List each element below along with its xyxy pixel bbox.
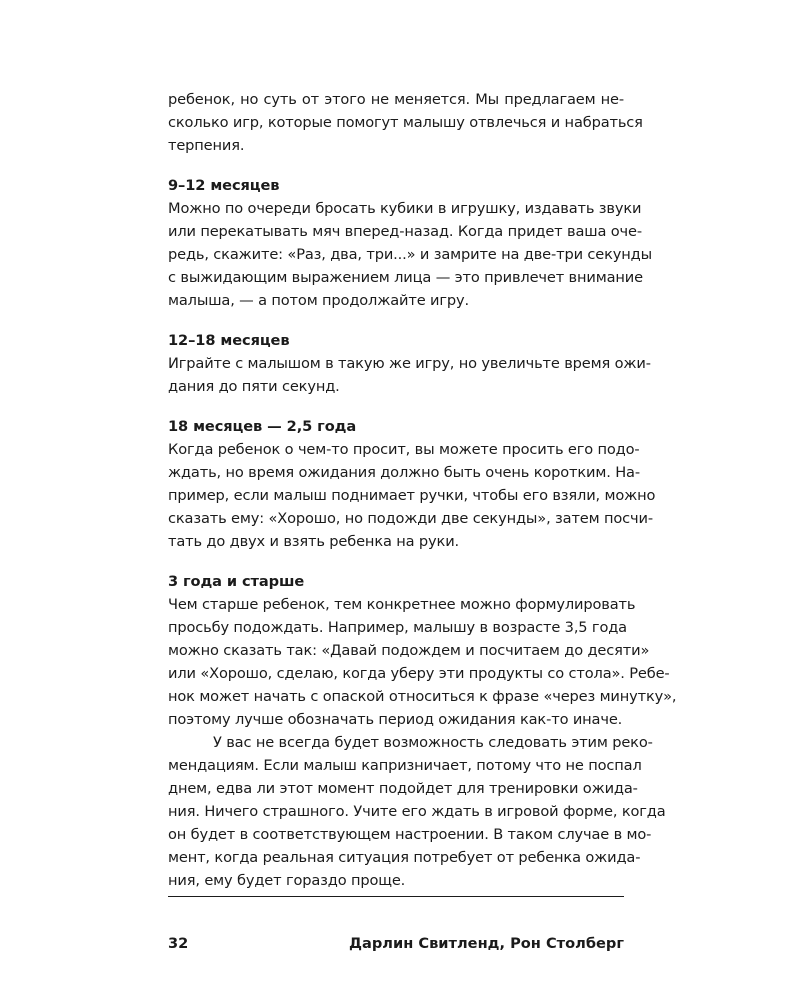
page-number: 32 [168, 935, 189, 952]
text-line: или перекатывать мяч вперед-назад. Когда придет ваша оче- [168, 223, 642, 240]
text-line: дания до пяти секунд. [168, 378, 340, 395]
text-line: редь, скажите: «Раз, два, три...» и замрите на две-три секунды [168, 246, 652, 263]
page-footer [168, 932, 624, 956]
section-18-months-2-5-years [168, 415, 656, 553]
text-line: нок может начать с опаской относиться к фразе «через минутку», [168, 688, 677, 705]
text-line: Играйте с малышом в такую же игру, но увеличьте время ожи- [168, 355, 651, 372]
text-line: с выжидающим выражением лица — это привлечет внимание [168, 269, 643, 286]
footer-divider [168, 896, 624, 897]
section-12-18-months [168, 329, 651, 398]
text-line: мендациям. Если малыш капризничает, потому что не поспал [168, 757, 642, 774]
text-line: он будет в соответствующем настроении. В таком случае в мо- [168, 826, 652, 843]
section-heading: 9–12 месяцев [168, 177, 280, 194]
text-line: днем, едва ли этот момент подойдет для тренировки ожида- [168, 780, 638, 797]
text-line: или «Хорошо, сделаю, когда уберу эти продукты со стола». Ребе- [168, 665, 670, 682]
text-line: можно сказать так: «Давай подождем и посчитаем до десяти» [168, 642, 650, 659]
text-line: ния, ему будет гораздо проще. [168, 872, 406, 889]
text-line: Когда ребенок о чем-то просит, вы можете просить его подо- [168, 441, 640, 458]
text-line: сказать ему: «Хорошо, но подожди две секунды», затем посчи- [168, 510, 653, 527]
section-heading: 12–18 месяцев [168, 332, 290, 349]
text-line: мент, когда реальная ситуация потребует от ребенка ожида- [168, 849, 641, 866]
section-9-12-months [168, 174, 652, 312]
text-line: малыша, — а потом продолжайте игру. [168, 292, 469, 309]
section-3-years-and-older [168, 570, 677, 892]
section-heading: 3 года и старше [168, 573, 305, 590]
running-title: Дарлин Свитленд, Рон Столберг [348, 935, 624, 952]
page-body [168, 88, 677, 892]
text-line: ребенок, но суть от этого не меняется. Мы предлагаем не- [168, 91, 624, 108]
text-line: просьбу подождать. Например, малышу в возрасте 3,5 года [168, 619, 627, 636]
text-line: ждать, но время ожидания должно быть очень коротким. На- [168, 464, 640, 481]
text-line: поэтому лучше обозначать период ожидания как-то иначе. [168, 711, 623, 728]
text-line: терпения. [168, 137, 245, 154]
text-line: У вас не всегда будет возможность следовать этим реко- [213, 734, 653, 751]
text-line: Чем старше ребенок, тем конкретнее можно формулировать [168, 596, 636, 613]
text-line: сколько игр, которые помогут малышу отвлечься и набраться [168, 114, 643, 131]
text-line: тать до двух и взять ребенка на руки. [168, 533, 460, 550]
text-line: пример, если малыш поднимает ручки, чтобы его взяли, можно [168, 487, 656, 504]
text-line: Можно по очереди бросать кубики в игрушку, издавать звуки [168, 200, 642, 217]
text-line: ния. Ничего страшного. Учите его ждать в игровой форме, когда [168, 803, 666, 820]
intro-paragraph [168, 88, 643, 157]
section-heading: 18 месяцев — 2,5 года [168, 418, 357, 435]
